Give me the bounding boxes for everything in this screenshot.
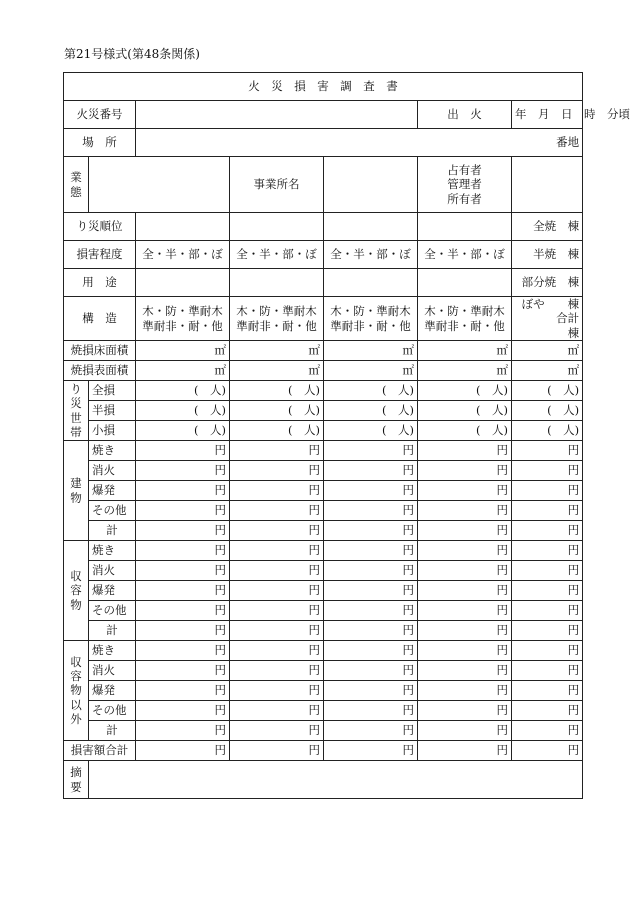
surface-area-column-3[interactable]: ㎡ (324, 361, 418, 381)
fire-number-field[interactable] (136, 101, 418, 129)
contents-row (64, 561, 583, 581)
household-column-2[interactable]: ( 人) (230, 381, 324, 401)
other-than-contents-item-label: 焼き (89, 641, 136, 661)
outbreak-label: 出 火 (418, 101, 512, 129)
household-column-4[interactable]: ( 人) (418, 421, 512, 441)
contents-column-2[interactable]: 円 (230, 621, 324, 641)
household-group-label-line: 世 (70, 410, 82, 425)
total-damage-summary[interactable]: 円 (512, 741, 583, 761)
total-damage-column-4[interactable]: 円 (418, 741, 512, 761)
building-column-1[interactable]: 円 (136, 481, 230, 501)
use-column-1[interactable] (136, 269, 230, 297)
household-group-label-line: 災 (70, 396, 82, 411)
use-column-2[interactable] (230, 269, 324, 297)
building-column-4[interactable]: 円 (418, 461, 512, 481)
other-than-contents-row (64, 641, 583, 661)
building-column-3[interactable]: 円 (324, 441, 418, 461)
other-than-contents-group-label-line: 以 (70, 697, 82, 712)
other-than-contents-column-3[interactable]: 円 (324, 641, 418, 661)
contents-summary[interactable]: 円 (512, 561, 583, 581)
place-row (64, 129, 583, 157)
building-column-4[interactable]: 円 (418, 521, 512, 541)
other-than-contents-item-label: その他 (89, 701, 136, 721)
establishment-field[interactable] (324, 157, 418, 213)
rank-row (64, 213, 583, 241)
other-than-contents-item-label: 爆発 (89, 681, 136, 701)
business-type-label-line: 業 (70, 170, 82, 185)
full-burn-count: 全焼 棟 (512, 213, 583, 241)
total-damage-column-3[interactable]: 円 (324, 741, 418, 761)
other-than-contents-row (64, 701, 583, 721)
remarks-label-line: 要 (70, 779, 82, 794)
floor-area-summary[interactable]: ㎡ (512, 341, 583, 361)
other-than-contents-column-2[interactable]: 円 (230, 681, 324, 701)
remarks-label-line: 摘 (70, 765, 82, 780)
contents-column-2[interactable]: 円 (230, 601, 324, 621)
structure-column-4-line: 準耐非・耐・他 (424, 318, 505, 333)
half-burn-count: 半焼 棟 (512, 241, 583, 269)
floor-area-label: 焼損床面積 (64, 341, 136, 361)
other-than-contents-column-2[interactable]: 円 (230, 661, 324, 681)
contents-column-3[interactable]: 円 (324, 581, 418, 601)
other-than-contents-row (64, 721, 583, 741)
form-number-header: 第21号様式(第48条関係) (64, 47, 200, 61)
surface-area-column-4[interactable]: ㎡ (418, 361, 512, 381)
remarks-row (64, 761, 583, 799)
contents-column-1[interactable]: 円 (136, 581, 230, 601)
structure-column-4[interactable] (418, 297, 512, 341)
household-column-3[interactable]: ( 人) (324, 381, 418, 401)
other-than-contents-column-4[interactable]: 円 (418, 721, 512, 741)
building-column-3[interactable]: 円 (324, 501, 418, 521)
contents-column-4[interactable]: 円 (418, 621, 512, 641)
total-damage-column-1[interactable]: 円 (136, 741, 230, 761)
contents-column-2[interactable]: 円 (230, 541, 324, 561)
building-column-2[interactable]: 円 (230, 521, 324, 541)
building-summary[interactable]: 円 (512, 501, 583, 521)
degree-column-1[interactable]: 全・半・部・ぼ (136, 241, 230, 269)
contents-group-label-line: 収 (70, 569, 82, 584)
other-than-contents-column-4[interactable]: 円 (418, 641, 512, 661)
fire-number-label: 火災番号 (64, 101, 136, 129)
surface-area-label: 焼損表面積 (64, 361, 136, 381)
use-column-4[interactable] (418, 269, 512, 297)
building-row (64, 521, 583, 541)
building-row (64, 461, 583, 481)
degree-column-3[interactable]: 全・半・部・ぼ (324, 241, 418, 269)
building-column-2[interactable]: 円 (230, 441, 324, 461)
boya-total-cell-line: 合計 (556, 311, 580, 326)
other-than-contents-group-label-line: 収 (70, 654, 82, 669)
other-than-contents-column-1[interactable]: 円 (136, 701, 230, 721)
other-than-contents-summary[interactable]: 円 (512, 701, 583, 721)
outbreak-datetime: 年 月 日 時 分頃 (512, 101, 583, 129)
building-summary[interactable]: 円 (512, 441, 583, 461)
degree-row (64, 241, 583, 269)
structure-column-2-line: 木・防・準耐木 (236, 304, 317, 319)
other-than-contents-row (64, 661, 583, 681)
other-than-contents-summary[interactable]: 円 (512, 681, 583, 701)
contents-column-1[interactable]: 円 (136, 561, 230, 581)
household-summary[interactable]: ( 人) (512, 381, 583, 401)
structure-column-2-line: 準耐非・耐・他 (236, 318, 317, 333)
contents-summary[interactable]: 円 (512, 601, 583, 621)
household-row (64, 401, 583, 421)
fire-number-row (64, 101, 583, 129)
other-than-contents-column-3[interactable]: 円 (324, 681, 418, 701)
establishment-label: 事業所名 (230, 157, 324, 213)
contents-column-4[interactable]: 円 (418, 581, 512, 601)
household-group-label (64, 381, 89, 441)
building-item-label: 計 (89, 521, 136, 541)
other-than-contents-column-3[interactable]: 円 (324, 701, 418, 721)
household-item-label: 半損 (89, 401, 136, 421)
remarks-label (64, 761, 89, 799)
household-summary[interactable]: ( 人) (512, 421, 583, 441)
surface-area-row (64, 361, 583, 381)
contents-item-label: 爆発 (89, 581, 136, 601)
structure-label: 構 造 (64, 297, 136, 341)
household-item-label: 小損 (89, 421, 136, 441)
business-type-label-line: 態 (70, 184, 82, 199)
contents-summary[interactable]: 円 (512, 621, 583, 641)
contents-column-2[interactable]: 円 (230, 581, 324, 601)
building-column-4[interactable]: 円 (418, 501, 512, 521)
building-column-2[interactable]: 円 (230, 461, 324, 481)
household-column-2[interactable]: ( 人) (230, 421, 324, 441)
place-label: 場 所 (64, 129, 136, 157)
use-label: 用 途 (64, 269, 136, 297)
contents-item-label: 焼き (89, 541, 136, 561)
degree-label: 損害程度 (64, 241, 136, 269)
other-than-contents-group-label-line: 容 (70, 669, 82, 684)
contents-column-2[interactable]: 円 (230, 561, 324, 581)
other-than-contents-column-3[interactable]: 円 (324, 721, 418, 741)
contents-item-label: その他 (89, 601, 136, 621)
surface-area-summary[interactable]: ㎡ (512, 361, 583, 381)
building-item-label: 爆発 (89, 481, 136, 501)
surface-area-column-2[interactable]: ㎡ (230, 361, 324, 381)
contents-summary[interactable]: 円 (512, 581, 583, 601)
contents-row (64, 601, 583, 621)
building-column-1[interactable]: 円 (136, 521, 230, 541)
structure-column-4-line: 木・防・準耐木 (424, 304, 505, 319)
structure-row (64, 297, 583, 341)
owner-label-line: 所有者 (447, 191, 482, 206)
other-than-contents-column-1[interactable]: 円 (136, 661, 230, 681)
building-item-label: 消火 (89, 461, 136, 481)
household-column-4[interactable]: ( 人) (418, 381, 512, 401)
other-than-contents-column-4[interactable]: 円 (418, 661, 512, 681)
contents-item-label: 計 (89, 621, 136, 641)
other-than-contents-column-4[interactable]: 円 (418, 701, 512, 721)
building-summary[interactable]: 円 (512, 461, 583, 481)
floor-area-row (64, 341, 583, 361)
contents-group-label (64, 541, 89, 641)
title-row (64, 73, 583, 101)
use-column-3[interactable] (324, 269, 418, 297)
household-column-2[interactable]: ( 人) (230, 401, 324, 421)
building-column-2[interactable]: 円 (230, 481, 324, 501)
other-than-contents-item-label: 計 (89, 721, 136, 741)
total-row (64, 741, 583, 761)
surface-area-column-1[interactable]: ㎡ (136, 361, 230, 381)
degree-column-4[interactable]: 全・半・部・ぼ (418, 241, 512, 269)
other-than-contents-group-label-line: 外 (70, 712, 82, 727)
contents-column-4[interactable]: 円 (418, 561, 512, 581)
building-group-label-line: 物 (70, 490, 82, 505)
floor-area-column-1[interactable]: ㎡ (136, 341, 230, 361)
other-than-contents-column-2[interactable]: 円 (230, 701, 324, 721)
building-column-1[interactable]: 円 (136, 441, 230, 461)
household-item-label: 全損 (89, 381, 136, 401)
owner-label (418, 157, 512, 213)
boya-total-cell-line: 棟 (567, 325, 580, 340)
boya-total-cell (512, 297, 583, 341)
business-row (64, 157, 583, 213)
building-row (64, 501, 583, 521)
other-than-contents-group-label (64, 641, 89, 741)
other-than-contents-column-1[interactable]: 円 (136, 681, 230, 701)
household-column-1[interactable]: ( 人) (136, 401, 230, 421)
building-column-2[interactable]: 円 (230, 501, 324, 521)
structure-column-2[interactable] (230, 297, 324, 341)
household-column-1[interactable]: ( 人) (136, 381, 230, 401)
household-row (64, 381, 583, 401)
other-than-contents-item-label: 消火 (89, 661, 136, 681)
floor-area-column-4[interactable]: ㎡ (418, 341, 512, 361)
contents-column-3[interactable]: 円 (324, 561, 418, 581)
use-row (64, 269, 583, 297)
contents-column-1[interactable]: 円 (136, 621, 230, 641)
building-column-3[interactable]: 円 (324, 521, 418, 541)
other-than-contents-column-1[interactable]: 円 (136, 721, 230, 741)
other-than-contents-column-2[interactable]: 円 (230, 641, 324, 661)
place-field[interactable]: 番地 (136, 129, 583, 157)
building-column-3[interactable]: 円 (324, 461, 418, 481)
building-column-1[interactable]: 円 (136, 461, 230, 481)
building-group-label-line: 建 (70, 476, 82, 491)
building-column-4[interactable]: 円 (418, 441, 512, 461)
contents-column-3[interactable]: 円 (324, 601, 418, 621)
total-damage-column-2[interactable]: 円 (230, 741, 324, 761)
contents-item-label: 消火 (89, 561, 136, 581)
household-group-label-line: 帯 (70, 425, 82, 439)
rank-column-2[interactable] (230, 213, 324, 241)
contents-row (64, 621, 583, 641)
degree-column-2[interactable]: 全・半・部・ぼ (230, 241, 324, 269)
building-column-3[interactable]: 円 (324, 481, 418, 501)
remarks-field[interactable] (89, 761, 583, 799)
rank-column-1[interactable] (136, 213, 230, 241)
contents-group-label-line: 物 (70, 597, 82, 612)
contents-row (64, 581, 583, 601)
rank-label: り災順位 (64, 213, 136, 241)
contents-column-1[interactable]: 円 (136, 601, 230, 621)
building-summary[interactable]: 円 (512, 521, 583, 541)
floor-area-column-2[interactable]: ㎡ (230, 341, 324, 361)
other-than-contents-column-1[interactable]: 円 (136, 641, 230, 661)
other-than-contents-row (64, 681, 583, 701)
contents-column-1[interactable]: 円 (136, 541, 230, 561)
structure-column-3[interactable] (324, 297, 418, 341)
rank-column-3[interactable] (324, 213, 418, 241)
household-column-4[interactable]: ( 人) (418, 401, 512, 421)
structure-column-3-line: 木・防・準耐木 (330, 304, 411, 319)
other-than-contents-summary[interactable]: 円 (512, 641, 583, 661)
other-than-contents-column-4[interactable]: 円 (418, 681, 512, 701)
fire-damage-survey-form (63, 72, 630, 799)
household-row (64, 421, 583, 441)
building-column-4[interactable]: 円 (418, 481, 512, 501)
other-than-contents-summary[interactable]: 円 (512, 721, 583, 741)
contents-row (64, 541, 583, 561)
contents-group-label-line: 容 (70, 583, 82, 598)
owner-field[interactable] (512, 157, 583, 213)
building-item-label: その他 (89, 501, 136, 521)
household-summary[interactable]: ( 人) (512, 401, 583, 421)
rank-column-4[interactable] (418, 213, 512, 241)
other-than-contents-column-3[interactable]: 円 (324, 661, 418, 681)
contents-column-4[interactable]: 円 (418, 601, 512, 621)
other-than-contents-group-label-line: 物 (70, 683, 82, 698)
other-than-contents-column-2[interactable]: 円 (230, 721, 324, 741)
building-row (64, 441, 583, 461)
household-column-3[interactable]: ( 人) (324, 421, 418, 441)
boya-total-cell-line: ぼや 棟 (521, 297, 580, 311)
partial-burn-count: 部分焼 棟 (512, 269, 583, 297)
household-column-3[interactable]: ( 人) (324, 401, 418, 421)
contents-summary[interactable]: 円 (512, 541, 583, 561)
contents-column-3[interactable]: 円 (324, 621, 418, 641)
business-type-field[interactable] (89, 157, 230, 213)
owner-label-line: 占有者 (447, 162, 482, 177)
structure-column-1-line: 準耐非・耐・他 (142, 318, 223, 333)
business-type-label (64, 157, 89, 213)
building-summary[interactable]: 円 (512, 481, 583, 501)
building-group-label (64, 441, 89, 541)
contents-column-4[interactable]: 円 (418, 541, 512, 561)
structure-column-1-line: 木・防・準耐木 (142, 304, 223, 319)
contents-column-3[interactable]: 円 (324, 541, 418, 561)
form-title: 火 災 損 害 調 査 書 (64, 73, 583, 101)
owner-label-line: 管理者 (447, 177, 482, 192)
other-than-contents-summary[interactable]: 円 (512, 661, 583, 681)
floor-area-column-3[interactable]: ㎡ (324, 341, 418, 361)
structure-column-3-line: 準耐非・耐・他 (330, 318, 411, 333)
household-group-label-line: り (70, 381, 82, 396)
structure-column-1[interactable] (136, 297, 230, 341)
building-row (64, 481, 583, 501)
building-item-label: 焼き (89, 441, 136, 461)
household-column-1[interactable]: ( 人) (136, 421, 230, 441)
building-column-1[interactable]: 円 (136, 501, 230, 521)
total-damage-label: 損害額合計 (64, 741, 136, 761)
